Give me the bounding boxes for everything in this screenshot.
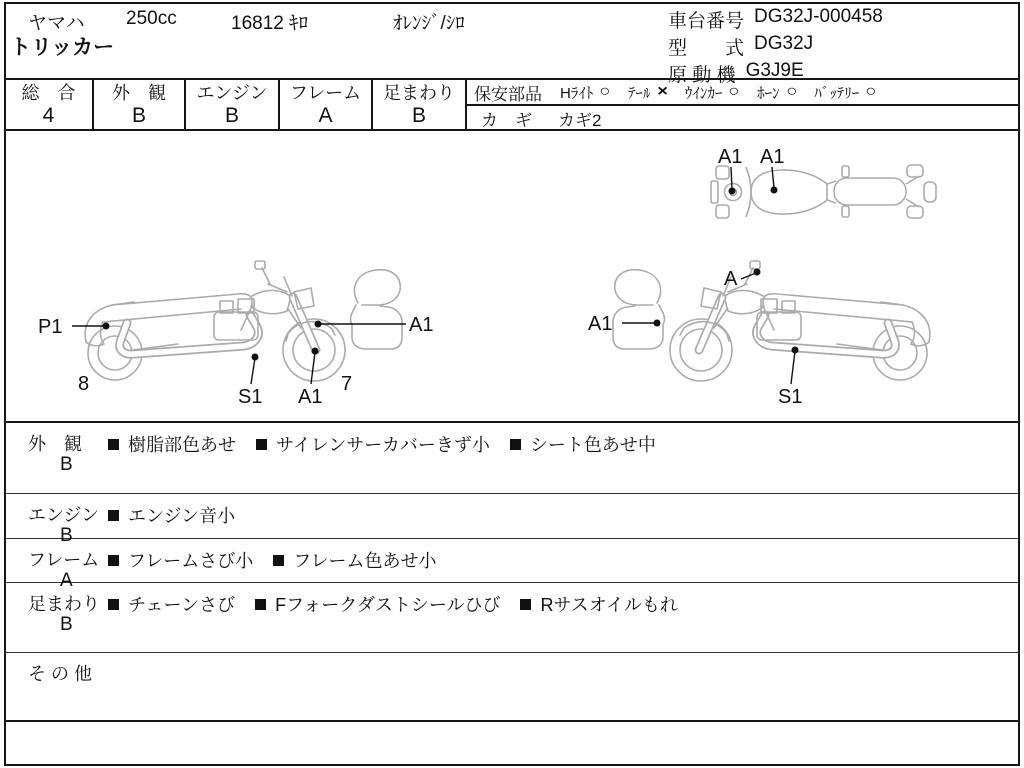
bullet-square-icon	[255, 599, 266, 610]
ok-circle-mark: ○	[865, 83, 877, 100]
condition-grade: B	[60, 454, 73, 475]
damage-label-front-cowl: A1	[588, 313, 613, 335]
condition-label: 外 観	[28, 434, 82, 454]
bullet-square-icon	[510, 439, 521, 450]
safety-item-headlight: Hﾗｲﾄ ○	[560, 83, 611, 102]
bullet-square-icon	[108, 599, 119, 610]
chassis-number-label: 車台番号	[668, 11, 745, 32]
rating-grade: B	[131, 104, 146, 127]
damage-label-front-fender: A1	[409, 314, 434, 336]
condition-item: 樹脂部色あせ	[108, 431, 236, 457]
damage-label-front-fork: A1	[298, 386, 323, 408]
condition-label: エンジン	[28, 505, 100, 525]
key-value: カギ2	[558, 111, 602, 130]
safety-parts-title: 保安部品	[474, 84, 542, 104]
condition-item: エンジン音小	[108, 502, 235, 528]
condition-label: フレーム	[28, 550, 100, 570]
condition-row-engine	[5, 494, 1019, 546]
type-value: DG32J	[754, 33, 814, 54]
ok-circle-mark: ○	[728, 83, 740, 100]
damage-label-rear-fender: P1	[38, 316, 63, 338]
bike-right-side-view	[85, 261, 402, 381]
condition-item: シート色あせ中	[510, 431, 656, 457]
condition-grade: A	[60, 570, 73, 591]
condition-row-frame	[5, 539, 1019, 591]
bike-top-view	[711, 165, 936, 218]
bullet-square-icon	[520, 599, 531, 610]
damage-label-top-tank: A1	[760, 146, 785, 168]
safety-item-battery: ﾊﾞｯﾃﾘｰ ○	[814, 83, 877, 102]
condition-item: フレームさび小	[108, 547, 253, 573]
safety-item-tail: ﾃｰﾙ ×	[628, 83, 668, 102]
damage-label-engine-right: S1	[238, 386, 263, 408]
bullet-square-icon	[273, 555, 284, 566]
key-label: カ ギ	[481, 111, 532, 130]
damage-label-top-front: A1	[718, 146, 743, 168]
damage-label-front-wheel: 7	[341, 373, 353, 395]
condition-item: フレーム色あせ小	[273, 547, 436, 573]
bullet-square-icon	[108, 555, 119, 566]
condition-grade: B	[60, 614, 73, 635]
condition-item: Rサスオイルもれ	[520, 591, 677, 617]
damage-label-rear-wheel: 8	[78, 373, 90, 395]
condition-row-other	[5, 653, 1019, 720]
rating-grade: B	[411, 104, 426, 127]
key-row	[467, 106, 1019, 131]
bottom-empty-strip	[5, 720, 1019, 765]
rating-label: 外 観	[112, 83, 166, 103]
type-row	[668, 33, 813, 60]
bullet-square-icon	[256, 439, 267, 450]
condition-item: チェーンさび	[108, 591, 235, 617]
displacement: 250cc	[126, 8, 177, 29]
rating-cell-frame	[280, 80, 373, 129]
rating-label: エンジン	[196, 83, 268, 103]
model-name: トリッカー	[10, 36, 115, 59]
condition-items	[108, 502, 235, 528]
condition-item: サイレンサーカバーきず小	[256, 431, 490, 457]
rating-grade: A	[318, 104, 333, 127]
rating-cell-overall	[5, 80, 94, 129]
engine-model-value: G3J9E	[745, 60, 804, 81]
condition-items	[108, 431, 656, 457]
bike-left-side-view	[613, 261, 930, 381]
rating-label: 総 合	[21, 83, 76, 103]
rating-cell-exterior	[94, 80, 186, 129]
rating-grade: 4	[42, 104, 55, 127]
rating-label: 足まわり	[383, 83, 455, 103]
chassis-number-value: DG32J-000458	[754, 6, 883, 27]
condition-item: Fフォークダストシールひび	[255, 591, 500, 617]
chassis-number-row	[668, 6, 883, 33]
rating-label: フレーム	[289, 83, 362, 103]
condition-label: そ の 他	[28, 664, 93, 684]
condition-grade: B	[60, 525, 73, 546]
ng-cross-mark: ×	[656, 83, 668, 100]
maker-name: ヤマハ	[28, 13, 85, 34]
damage-label-engine-left: S1	[778, 386, 803, 408]
ok-circle-mark: ○	[785, 83, 797, 100]
bullet-square-icon	[108, 439, 119, 450]
ratings-table	[5, 78, 1019, 131]
motorcycle-damage-diagram	[0, 130, 1024, 421]
condition-label: 足まわり	[28, 594, 100, 614]
condition-row-exterior	[5, 423, 1019, 494]
safety-parts-section	[467, 80, 1019, 129]
safety-parts-row	[467, 80, 1019, 106]
engine-model-label: 原 動 機	[668, 65, 736, 86]
type-label: 型 式	[668, 38, 745, 59]
body-color: ｵﾚﾝｼﾞ/ｼﾛ	[393, 13, 465, 34]
condition-items	[108, 547, 437, 573]
mileage: 16812 ｷﾛ	[231, 13, 309, 34]
condition-items	[108, 591, 678, 617]
rating-cell-engine	[186, 80, 280, 129]
damage-label-mirror: A	[724, 268, 738, 290]
bullet-square-icon	[108, 510, 119, 521]
condition-comments-table	[5, 421, 1019, 722]
condition-row-undercarriage	[5, 583, 1019, 653]
rating-grade: B	[224, 104, 239, 127]
ok-circle-mark: ○	[599, 83, 611, 100]
safety-item-horn: ﾎｰﾝ ○	[757, 83, 797, 102]
safety-item-winker: ｳｲﾝｶｰ ○	[684, 83, 740, 102]
rating-cell-undercarriage	[373, 80, 467, 129]
